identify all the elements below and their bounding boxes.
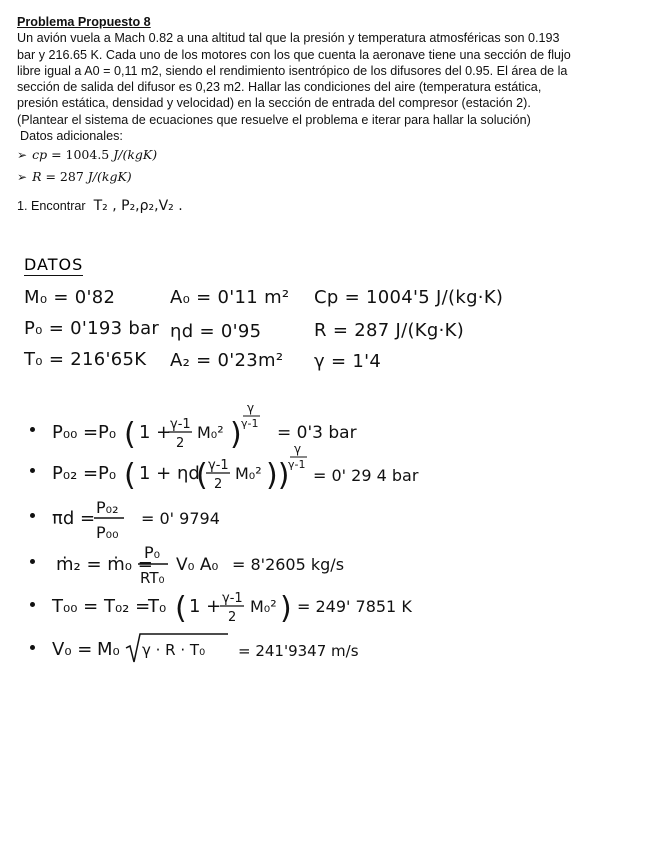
arrow-bullet-icon: ➢	[17, 170, 28, 185]
svg-text:)): ))	[266, 458, 290, 493]
svg-text:): )	[280, 591, 292, 626]
equation-t00	[51, 591, 412, 626]
svg-text:M₀²: M₀²	[197, 423, 224, 442]
svg-text:γ: γ	[294, 442, 302, 456]
data-unit: J/(kgK)	[87, 169, 132, 185]
eq-result: = 241'9347 m/s	[238, 642, 359, 660]
svg-text:V₀ A₀: V₀ A₀	[176, 555, 219, 575]
svg-text:(: (	[124, 417, 136, 452]
data-value: 287	[59, 169, 84, 185]
svg-text:2: 2	[214, 477, 223, 492]
statement-line: (Plantear el sistema de ecuaciones que resuelve el problema e iterar para hallar la solución)	[17, 112, 531, 127]
statement-line: bar y 216.65 K. Cada uno de los motores con los que cuenta la aeronave tiene una sección de flujo	[17, 47, 571, 62]
statement-line: Un avión vuela a Mach 0.82 a una altitud tal que la presión y temperatura atmosféricas son 0.193	[17, 31, 560, 46]
datos-p0: P₀ = 0'193 bar	[24, 318, 160, 339]
svg-text:P₀₂: P₀₂	[96, 498, 119, 517]
statement-line: sección de salida del difusor es 0,23 m2. Hallar las condiciones del aire (temperatura estática,	[17, 80, 542, 95]
eq-result: = 249' 7851 K	[297, 597, 412, 616]
problem-title: Problema Propuesto 8	[17, 15, 151, 29]
eq-result: = 0' 9794	[141, 509, 220, 528]
equation-p00	[52, 401, 357, 452]
equation-v0	[52, 634, 359, 662]
eq-lhs: P₀₀ =	[52, 422, 99, 443]
datos-eta-d: ηd = 0'95	[170, 321, 262, 342]
equation-mdot	[56, 543, 344, 587]
datos-gamma: γ = 1'4	[314, 351, 382, 372]
datos-t0: T₀ = 216'65K	[24, 349, 147, 370]
equation-pi-d	[52, 498, 220, 542]
svg-text:1 + ηd: 1 + ηd	[139, 463, 200, 484]
svg-text:RT₀: RT₀	[140, 569, 165, 587]
svg-text:P₀: P₀	[144, 543, 161, 562]
svg-text:T₀: T₀	[148, 596, 167, 617]
datos-a2: A₂ = 0'23m²	[170, 350, 284, 371]
data-value: 1004.5	[65, 147, 110, 163]
svg-text:M₀²: M₀²	[235, 464, 262, 483]
svg-text:(: (	[196, 458, 208, 493]
datos-r: R = 287 J/(Kg·K)	[314, 320, 465, 341]
datos-a0: A₀ = 0'11 m²	[170, 287, 290, 308]
svg-text:1 +: 1 +	[139, 422, 172, 443]
svg-text:P₀: P₀	[98, 422, 117, 443]
eq-lhs: πd =	[52, 508, 96, 529]
svg-text:γ-1: γ-1	[208, 458, 229, 473]
svg-text:γ: γ	[247, 401, 255, 415]
svg-text:γ-1: γ-1	[288, 458, 306, 471]
svg-text:2: 2	[228, 610, 237, 625]
svg-text:γ-1: γ-1	[241, 417, 259, 430]
svg-text:M₀²: M₀²	[250, 597, 277, 616]
question-prefix: 1. Encontrar	[17, 199, 86, 214]
eq-lhs: ṁ₂ = ṁ₀ =	[56, 554, 153, 575]
svg-text:1 +: 1 +	[189, 596, 222, 617]
eq-lhs: T₀₀ = T₀₂ =	[52, 596, 151, 617]
svg-text:P₀: P₀	[98, 463, 117, 484]
arrow-bullet-icon: ➢	[17, 148, 28, 163]
datos-adicionales-heading: Datos adicionales:	[20, 129, 123, 144]
data-item-cp: ➢ cp = 1004.5 J/(kgK)	[17, 147, 158, 163]
statement-line: libre igual a A0 = 0,11 m2, siendo el rendimiento isentrópico de los difusores del 0.95. El área de la	[17, 63, 568, 78]
eq-result: = 0'3 bar	[277, 423, 357, 443]
data-unit: J/(kgK)	[113, 147, 158, 163]
svg-text:P₀₀: P₀₀	[96, 523, 119, 542]
data-item-r: ➢ R = 287 J/(kgK)	[17, 169, 132, 185]
eq-result: = 0' 29 4 bar	[313, 466, 419, 485]
data-symbol: cp	[32, 147, 48, 163]
eq-result: = 8'2605 kg/s	[232, 555, 345, 574]
eq-lhs: P₀₂ =	[52, 463, 99, 484]
statement-line: presión estática, densidad y velocidad) en la sección de entrada del compresor (estación 2).	[17, 96, 531, 111]
svg-text:γ-1: γ-1	[170, 417, 191, 432]
datos-cp: Cp = 1004'5 J/(kg·K)	[314, 287, 504, 308]
svg-text:(: (	[124, 458, 136, 493]
svg-text:γ · R · T₀: γ · R · T₀	[142, 641, 206, 659]
svg-text:): )	[230, 417, 242, 452]
svg-text:2: 2	[176, 436, 185, 451]
question-handwritten: T₂ , P₂,ρ₂,V₂ .	[93, 198, 183, 215]
eq-lhs: V₀ =	[52, 639, 93, 660]
data-symbol: R	[32, 169, 42, 185]
datos-title: DATOS	[24, 255, 84, 274]
svg-text:(: (	[175, 591, 187, 626]
svg-text:γ-1: γ-1	[222, 591, 243, 606]
datos-m0: M₀ = 0'82	[24, 287, 116, 308]
svg-text:M₀: M₀	[97, 639, 120, 660]
